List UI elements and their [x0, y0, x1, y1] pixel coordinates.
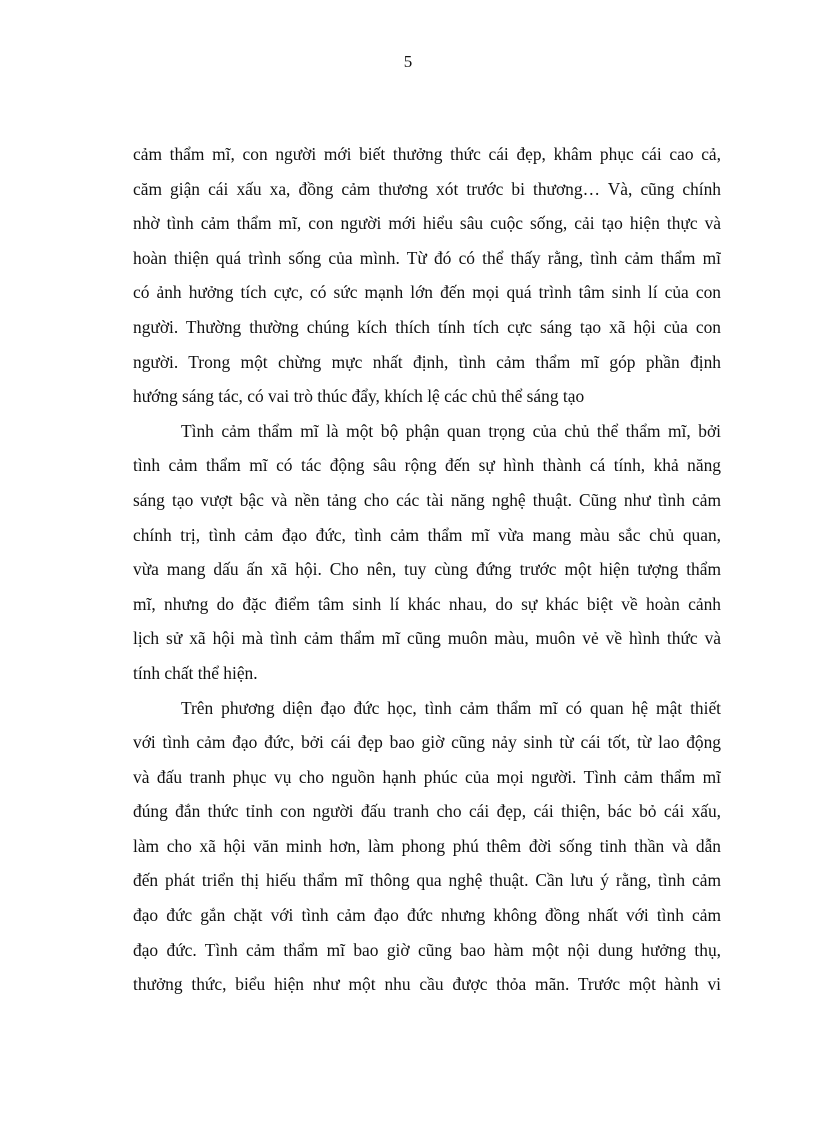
text-line: Tình cảm thẩm mĩ là một bộ phận quan trọng của chủ thể thẩm mĩ, bởi	[181, 420, 721, 441]
text-line: cảm thẩm mĩ, con người mới biết thưởng thức cái đẹp, khâm phục cái cao cả,	[133, 144, 721, 164]
text-line: thưởng thức, biểu hiện như một nhu cầu được thỏa mãn. Trước một hành vi	[133, 974, 721, 995]
text-line: người. Thường thường chúng kích thích tính tích cực sáng tạo xã hội của con	[133, 316, 721, 337]
text-line: chính trị, tình cảm đạo đức, tình cảm thẩm mĩ vừa mang màu sắc chủ quan,	[133, 524, 721, 545]
paragraph-1	[133, 137, 721, 414]
paragraph-2	[133, 414, 721, 691]
body-text	[133, 137, 721, 1002]
text-line: đạo đức. Tình cảm thẩm mĩ bao giờ cũng bao hàm một nội dung hưởng thụ,	[133, 939, 721, 960]
text-line: và đấu tranh phục vụ cho nguồn hạnh phúc của mọi người. Tình cảm thẩm mĩ	[133, 766, 721, 787]
text-line: căm giận cái xấu xa, đồng cảm thương xót trước bi thương… Và, cũng chính	[133, 178, 721, 199]
text-line: đạo đức gắn chặt với tình cảm đạo đức nhưng không đồng nhất với tình cảm	[133, 905, 721, 926]
text-line: lịch sử xã hội mà tình cảm thẩm mĩ cũng muôn màu, muôn vẻ về hình thức và	[133, 628, 721, 649]
text-line: hoàn thiện quá trình sống của mình. Từ đó có thể thấy rằng, tình cảm thẩm mĩ	[133, 247, 721, 268]
text-line: nhờ tình cảm thẩm mĩ, con người mới hiểu sâu cuộc sống, cải tạo hiện thực và	[133, 213, 721, 234]
text-line: làm cho xã hội văn minh hơn, làm phong phú thêm đời sống tinh thần và dẫn	[133, 835, 721, 856]
text-line: tính chất thể hiện.	[133, 662, 258, 683]
text-line: sáng tạo vượt bậc và nền tảng cho các tài năng nghệ thuật. Cũng như tình cảm	[133, 489, 721, 510]
text-line: với tình cảm đạo đức, bởi cái đẹp bao giờ cũng nảy sinh từ cái tốt, từ lao động	[133, 732, 721, 753]
paragraph-3	[133, 691, 721, 1002]
text-line: tình cảm thẩm mĩ có tác động sâu rộng đến sự hình thành cá tính, khả năng	[133, 455, 721, 476]
text-line: hướng sáng tác, có vai trò thúc đẩy, khích lệ các chủ thể sáng tạo	[133, 386, 585, 407]
text-line: mĩ, nhưng do đặc điểm tâm sinh lí khác nhau, do sự khác biệt về hoàn cảnh	[133, 593, 721, 614]
page-number: 5	[403, 52, 413, 71]
text-line: đúng đắn thức tỉnh con người đấu tranh cho cái đẹp, cái thiện, bác bỏ cái xấu,	[133, 801, 721, 822]
text-line: người. Trong một chừng mực nhất định, tình cảm thẩm mĩ góp phần định	[133, 351, 721, 372]
text-line: vừa mang dấu ấn xã hội. Cho nên, tuy cùng đứng trước một hiện tượng thẩm	[133, 559, 721, 580]
text-line: Trên phương diện đạo đức học, tình cảm thẩm mĩ có quan hệ mật thiết	[181, 697, 721, 718]
text-line: đến phát triển thị hiếu thẩm mĩ thông qua nghệ thuật. Cần lưu ý rằng, tình cảm	[133, 870, 721, 891]
text-line: có ảnh hưởng tích cực, có sức mạnh lớn đến mọi quá trình tâm sinh lí của con	[133, 282, 721, 303]
